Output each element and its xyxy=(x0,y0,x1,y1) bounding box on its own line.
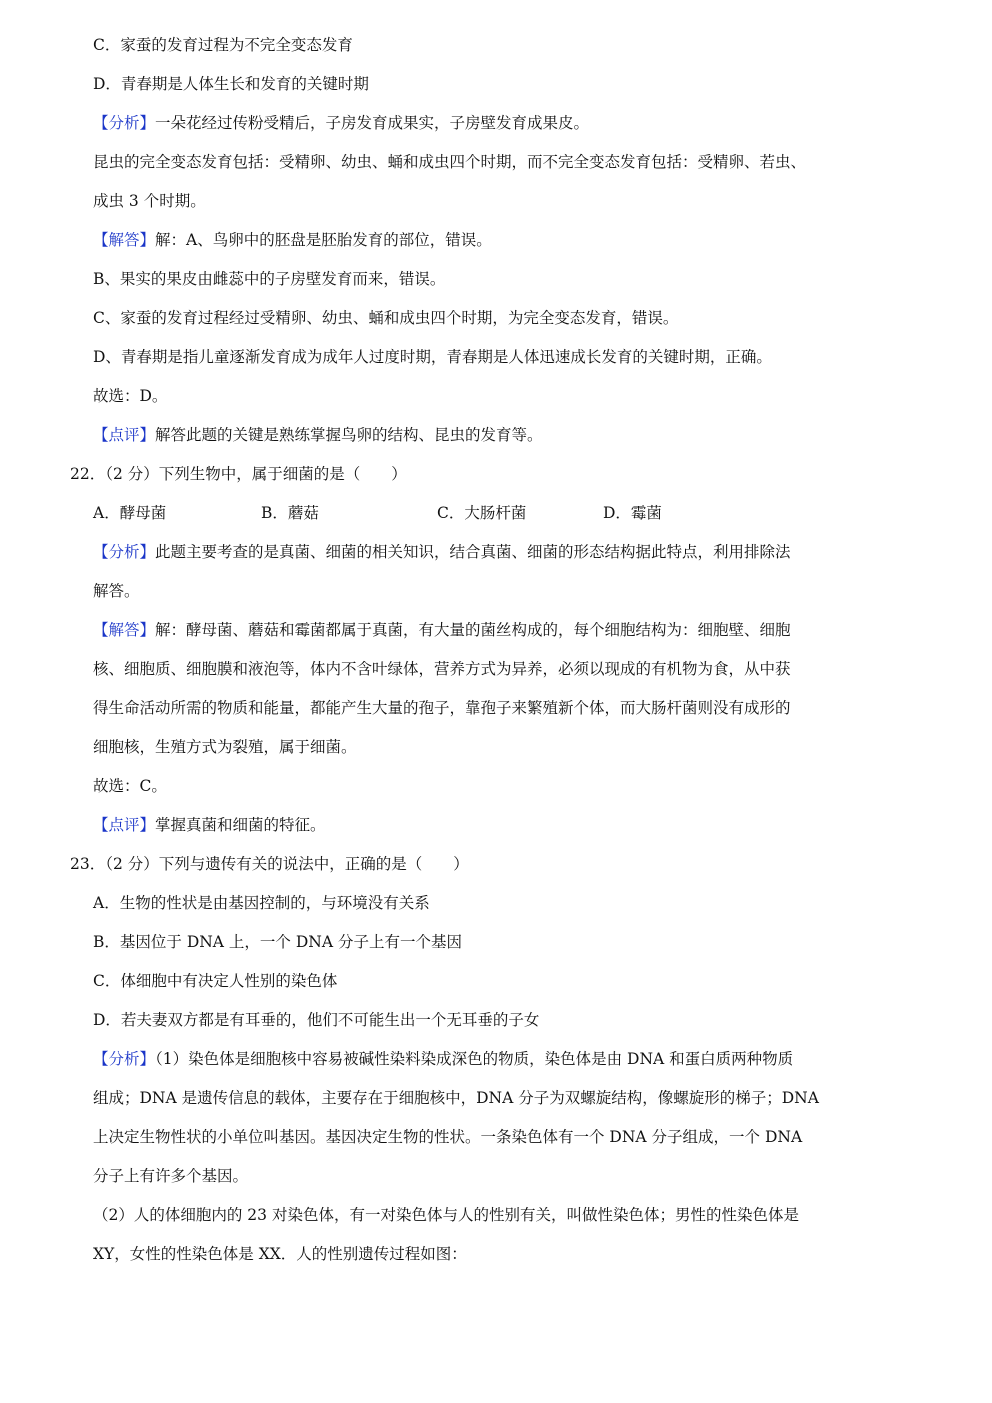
q21-option-d: D．青春期是人体生长和发育的关键时期 xyxy=(93,75,369,93)
q22-option-d: D．霉菌 xyxy=(603,504,662,522)
q21-answer-line-1 xyxy=(93,229,492,251)
q23-option-b: B．基因位于 DNA 上，一个 DNA 分子上有一个基因 xyxy=(93,933,462,951)
answer-tag: 【解答】 xyxy=(93,231,156,249)
q21-option-c: C．家蚕的发育过程为不完全变态发育 xyxy=(93,36,353,54)
q22-analysis-line-2: 解答。 xyxy=(93,582,140,600)
q22-option-a: A．酵母菌 xyxy=(93,504,167,522)
q22-option-b: B．蘑菇 xyxy=(261,504,319,522)
q23-analysis-line-6: XY，女性的性染色体是 XX．人的性别遗传过程如图： xyxy=(93,1245,467,1263)
q21-analysis-line-1 xyxy=(93,112,589,134)
q22-answer-line-2: 核、细胞质、细胞膜和液泡等，体内不含叶绿体，营养方式为异养，必须以现成的有机物为食，从中获 xyxy=(93,660,791,678)
comment-text: 掌握真菌和细菌的特征。 xyxy=(155,816,326,834)
analysis-tag: 【分析】 xyxy=(93,543,156,561)
answer-tag: 【解答】 xyxy=(93,621,156,639)
q21-analysis-line-2: 昆虫的完全变态发育包括：受精卵、幼虫、蛹和成虫四个时期，而不完全变态发育包括：受精卵、若虫、 xyxy=(93,153,807,171)
q21-answer-line-3: C、家蚕的发育过程经过受精卵、幼虫、蛹和成虫四个时期，为完全变态发育，错误。 xyxy=(93,309,679,327)
q22-option-c: C．大肠杆菌 xyxy=(437,504,527,522)
q23-analysis-line-4: 分子上有许多个基因。 xyxy=(93,1167,249,1185)
q21-choice: 故选：D。 xyxy=(93,387,168,405)
q23-analysis-line-5: （2）人的体细胞内的 23 对染色体，有一对染色体与人的性别有关，叫做性染色体；男性的性染色体是 xyxy=(93,1206,799,1224)
analysis-tag: 【分析】 xyxy=(93,114,156,132)
q21-comment xyxy=(93,424,543,446)
q22-answer-line-1 xyxy=(93,619,791,641)
answer-text: 解：酵母菌、蘑菇和霉菌都属于真菌，有大量的菌丝构成的，每个细胞结构为：细胞壁、细胞 xyxy=(155,621,791,639)
q22-analysis-line-1 xyxy=(93,541,791,563)
q22-options xyxy=(93,502,893,524)
q23-analysis-line-2: 组成；DNA 是遗传信息的载体，主要存在于细胞核中，DNA 分子为双螺旋结构，像螺旋形的梯子；DNA xyxy=(93,1089,819,1107)
q23-option-c: C．体细胞中有决定人性别的染色体 xyxy=(93,972,338,990)
q22-choice: 故选：C。 xyxy=(93,777,167,795)
q22-answer-line-4: 细胞核，生殖方式为裂殖，属于细菌。 xyxy=(93,738,357,756)
q22-stem: 22．（2 分）下列生物中，属于细菌的是（ ） xyxy=(70,465,407,483)
q21-analysis-line-3: 成虫 3 个时期。 xyxy=(93,192,206,210)
q23-stem: 23．（2 分）下列与遗传有关的说法中，正确的是（ ） xyxy=(70,855,469,873)
q23-analysis-line-1 xyxy=(93,1048,793,1070)
q21-answer-line-2: B、果实的果皮由雌蕊中的子房壁发育而来，错误。 xyxy=(93,270,446,288)
comment-text: 解答此题的关键是熟练掌握鸟卵的结构、昆虫的发育等。 xyxy=(155,426,543,444)
q23-option-d: D．若夫妻双方都是有耳垂的，他们不可能生出一个无耳垂的子女 xyxy=(93,1011,540,1029)
q22-answer-line-3: 得生命活动所需的物质和能量，都能产生大量的孢子，靠孢子来繁殖新个体，而大肠杆菌则没有成形的 xyxy=(93,699,791,717)
q22-comment xyxy=(93,814,326,836)
analysis-tag: 【分析】 xyxy=(93,1050,156,1068)
comment-tag: 【点评】 xyxy=(93,426,156,444)
comment-tag: 【点评】 xyxy=(93,816,156,834)
analysis-text: 此题主要考查的是真菌、细菌的相关知识，结合真菌、细菌的形态结构据此特点，利用排除法 xyxy=(155,543,791,561)
q23-analysis-line-3: 上决定生物性状的小单位叫基因。基因决定生物的性状。一条染色体有一个 DNA 分子组成，一个 DNA xyxy=(93,1128,803,1146)
analysis-text: 一朵花经过传粉受精后，子房发育成果实，子房壁发育成果皮。 xyxy=(155,114,590,132)
q21-answer-line-4: D、青春期是指儿童逐渐发育成为成年人过度时期，青春期是人体迅速成长发育的关键时期，正确。 xyxy=(93,348,772,366)
q23-option-a: A．生物的性状是由基因控制的，与环境没有关系 xyxy=(93,894,430,912)
answer-text: 解：A、鸟卵中的胚盘是胚胎发育的部位，错误。 xyxy=(155,231,492,249)
analysis-text: （1）染色体是细胞核中容易被碱性染料染成深色的物质，染色体是由 DNA 和蛋白质两种物质 xyxy=(155,1050,794,1068)
